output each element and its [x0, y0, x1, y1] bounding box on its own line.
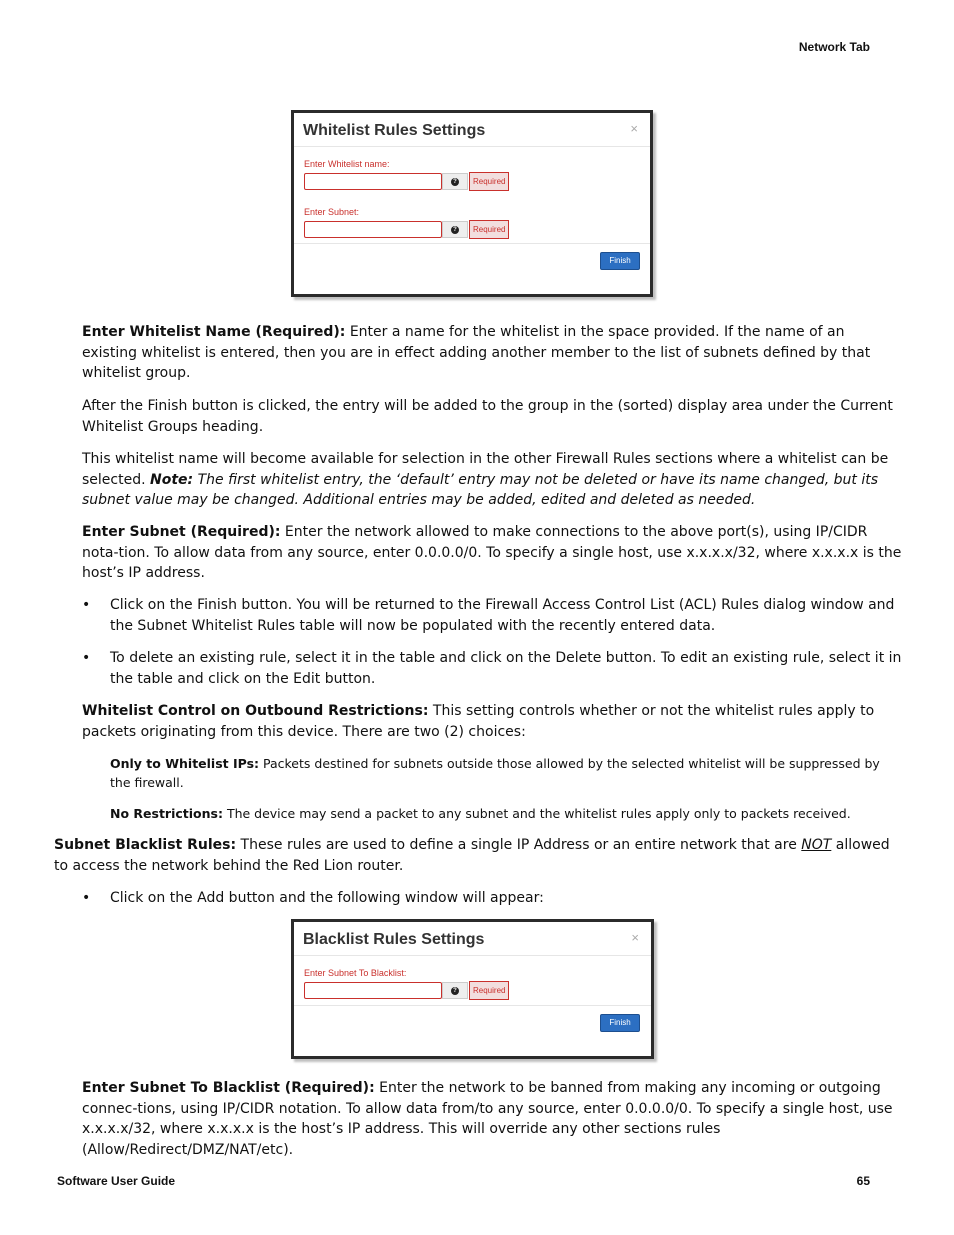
term: Enter Subnet To Blacklist (Required):: [82, 1080, 375, 1096]
note-text: The first whitelist entry, the ‘default’ entry may not be deleted or have its name changed, but its subnet value may be changed. Additional entries may be added, edited and deleted as needed.: [82, 471, 879, 508]
finish-button[interactable]: Finish: [600, 252, 640, 270]
help-icon[interactable]: ?: [442, 982, 468, 999]
outbound-restrictions-paragraph: [82, 701, 902, 742]
paragraph-text: allowed to access the network behind the Red Lion router.: [54, 837, 890, 874]
whitelist-dialog: [291, 110, 653, 297]
required-badge: Required: [469, 172, 509, 191]
bullet-finish: Click on the Finish button. You will be returned to the Firewall Access Control List (ACL) Rules dialog window and the Subnet Whitelist Rules table will now be populated with the recently entered data.: [110, 597, 895, 634]
bullet-delete-edit: To delete an existing rule, select it in the table and click on the Delete button. To edit an existing rule, select it in the table and click on the Edit button.: [110, 650, 902, 687]
divider: [294, 1005, 651, 1006]
term: Whitelist Control on Outbound Restrictions:: [82, 703, 429, 719]
paragraph-text: This setting controls whether or not the whitelist rules apply to packets originating from this device. There are two (2) choices:: [82, 703, 875, 740]
blacklist-subnet-label: Enter Subnet To Blacklist:: [304, 968, 407, 978]
only-whitelist-ips-option: [110, 754, 902, 792]
term: Enter Subnet (Required):: [82, 524, 281, 540]
blacklist-dialog-title: Blacklist Rules Settings: [303, 931, 485, 948]
divider: [294, 146, 650, 147]
whitelist-name-input[interactable]: [304, 173, 442, 190]
divider: [294, 243, 650, 244]
finish-paragraph: After the Finish button is clicked, the entry will be added to the group in the (sorted) display area under the Current Whitelist Groups heading.: [82, 398, 893, 435]
term: Subnet Blacklist Rules:: [54, 837, 237, 853]
subnet-input[interactable]: [304, 221, 442, 238]
help-icon[interactable]: ?: [442, 173, 468, 190]
paragraph-text: Enter the network to be banned from making any incoming or outgoing connec-tions, using IP/CIDR notation. To allow data from/to any source, enter 0.0.0.0/0. To specify a single host, use x.x.x.x/32, where x.x.x.x is the host’s IP address. This will override any other sections rules (Allow/Redirect/DMZ/NAT/etc).: [82, 1080, 893, 1158]
paragraph-text: Packets destined for subnets outside those allowed by the selected whitelist will be suppressed by the firewall.: [110, 756, 880, 790]
enter-subnet-blacklist-paragraph: [82, 1078, 902, 1160]
whitelist-dialog-title: Whitelist Rules Settings: [303, 122, 486, 139]
subnet-label: Enter Subnet:: [304, 207, 360, 217]
bullet-icon: •: [82, 650, 91, 666]
help-icon[interactable]: ?: [442, 221, 468, 238]
blacklist-dialog: [291, 919, 654, 1059]
blacklist-subnet-input[interactable]: [304, 982, 442, 999]
footer-guide-title: Software User Guide: [57, 1174, 176, 1188]
close-icon[interactable]: ×: [631, 930, 639, 945]
bullet-icon: •: [82, 890, 91, 906]
bullet-add: Click on the Add button and the following window will appear:: [110, 890, 544, 906]
divider: [294, 955, 651, 956]
close-icon[interactable]: ×: [630, 121, 638, 136]
whitelist-availability-paragraph: [82, 449, 902, 511]
required-badge: Required: [469, 220, 509, 239]
bullet-icon: •: [82, 597, 91, 613]
subnet-blacklist-paragraph: [54, 835, 902, 876]
paragraph-text: Enter the network allowed to make connections to the above port(s), using IP/CIDR nota-tion. To allow data from any source, enter 0.0.0.0/0. To specify a single host, use x.x.x.x/32, where x.x.x.x is the host’s IP address.: [82, 524, 902, 581]
note-label: Note:: [150, 471, 194, 488]
paragraph-text: These rules are used to define a single IP Address or an entire network that are: [236, 837, 802, 853]
paragraph-text: This whitelist name will become available for selection in the other Firewall Rules sections where a whitelist can be selected.: [82, 451, 889, 488]
whitelist-name-paragraph: [82, 322, 902, 384]
page-number: 65: [856, 1174, 870, 1188]
not-emphasis: NOT: [801, 837, 832, 853]
term: Enter Whitelist Name (Required):: [82, 324, 346, 340]
paragraph-text: Enter a name for the whitelist in the space provided. If the name of an existing whitelist is entered, then you are in effect adding another member to the list of subnets defined by that whitelist group.: [82, 324, 871, 381]
enter-subnet-paragraph: [82, 522, 902, 584]
no-restrictions-option: [110, 804, 902, 823]
finish-button[interactable]: Finish: [600, 1014, 640, 1032]
whitelist-name-label: Enter Whitelist name:: [304, 159, 390, 169]
term: No Restrictions:: [110, 806, 223, 821]
term: Only to Whitelist IPs:: [110, 756, 260, 771]
required-badge: Required: [469, 981, 509, 1000]
running-header: Network Tab: [798, 40, 870, 54]
paragraph-text: The device may send a packet to any subnet and the whitelist rules apply only to packets received.: [222, 806, 851, 821]
